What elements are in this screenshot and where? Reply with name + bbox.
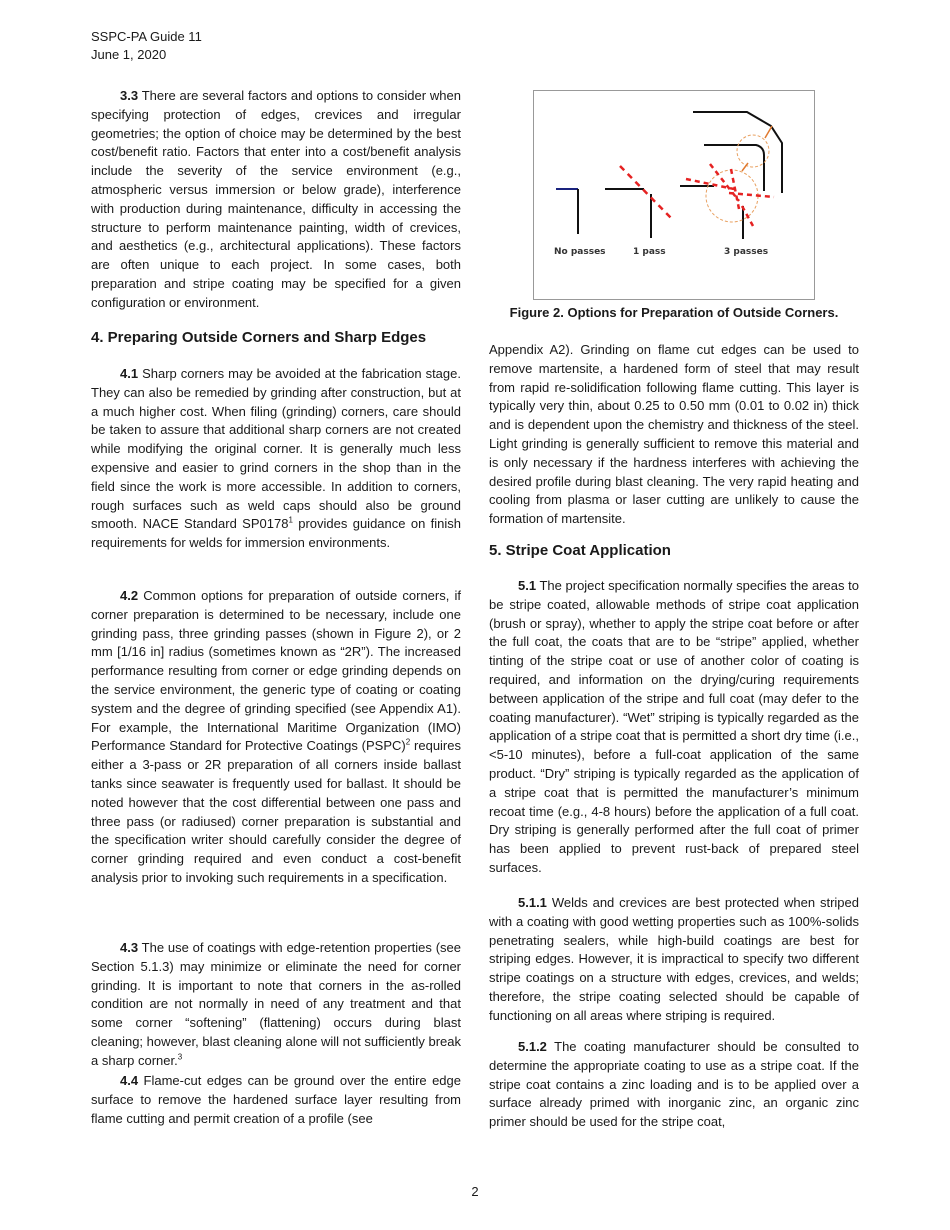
corner-preparation-diagram <box>534 91 814 299</box>
paragraph-text: The coating manufacturer should be consulted to determine the appropriate coating to use as a stripe coat. If the stripe coat contains a zinc loading and is to be applied over a surface already primed with inorganic zinc, an organic zinc primer should be used for the stripe coat, <box>489 1039 859 1130</box>
footnote-ref: 1 <box>288 516 293 526</box>
leader-lines <box>742 126 772 171</box>
label-1-pass: 1 pass <box>633 247 666 257</box>
one-pass-grind-line <box>620 166 672 219</box>
paragraph-text: Common options for preparation of outside corners, if corner preparation is determined to be necessary, include one grinding pass, three grinding passes (shown in Figure 2), or 2 mm [1/16 in] radius (sometimes known as “2R”). The increased performance resulting from corner or edge grinding depends on the service environment, the generic type of coating or coating system and the degree of grinding specified (see Appendix A1). For example, the International Maritime Organization (IMO) Performance Standard for Protective Coatings (PSPC) <box>91 588 461 754</box>
section-5-heading: 5. Stripe Coat Application <box>489 542 671 559</box>
paragraph-number: 5.1.2 <box>518 1039 547 1054</box>
paragraph-text: Appendix A2). Grinding on flame cut edges can be used to remove martensite, a hardened form of steel that may result from rapid re-solidification following flame cutting. This layer is typically very thin, about 0.25 to 0.50 mm (0.01 to 0.02 in) thick and is dependent upon the chemistry and thickness of the steel. Light grinding is generally sufficient to remove this material and is only necessary if the hardness interferes with achieving the desired profile during blast cleaning. The very rapid heating and cooling from plasma or laser cutting are unlikely to cause the formation of martensite. <box>489 342 859 527</box>
paragraph-text: The use of coatings with edge-retention properties (see Section 5.1.3) may minimize or eliminate the need for corner grinding. It is important to note that corners in the as-rolled condition are not normally in need of any treatment and that some corner “softening” (flattening) occurs during blast cleaning; however, blast cleaning alone will not sufficiently break a sharp corner. <box>91 940 461 1068</box>
label-3-passes: 3 passes <box>724 247 769 257</box>
paragraph-number: 4.2 <box>120 588 139 603</box>
one-pass-corner <box>605 189 651 238</box>
three-pass-grind-lines <box>686 164 774 226</box>
section-4-heading: 4. Preparing Outside Corners and Sharp Edges <box>91 329 427 346</box>
paragraph-p41 <box>91 365 461 553</box>
paragraph-text: Flame-cut edges can be ground over the entire edge surface to remove the hardened surface layer resulting from flame cutting and permit creation of a profile (see <box>91 1073 461 1126</box>
paragraph-p42 <box>91 587 461 888</box>
paragraph-number: 4.4 <box>120 1073 139 1088</box>
paragraph-p512 <box>489 1038 859 1132</box>
footnote-ref: 3 <box>177 1052 183 1062</box>
footnote-ref: 2 <box>405 738 411 748</box>
paragraph-pA2 <box>489 341 859 529</box>
paragraph-p51 <box>489 577 859 878</box>
paragraph-number: 5.1 <box>518 578 537 593</box>
paragraph-p43 <box>91 939 461 1071</box>
doc-id: SSPC-PA Guide 11 <box>91 29 202 44</box>
paragraph-text: requires either a 3-pass or 2R preparation of all corners inside ballast tanks since seawater is frequently used for ballast. It should be noted however that the cost differential between one pass and three pass (or radiused) corner preparation is substantial and the specification writer should carefully consider the degree of corner grinding required and even conduct a cost-benefit analysis prior to invoking such requirements in a specification. <box>91 738 461 885</box>
paragraph-number: 4.1 <box>120 366 139 381</box>
page-number: 2 <box>471 1184 479 1199</box>
paragraph-text: There are several factors and options to consider when specifying protection of edges, crevices and irregular geometries; the option of choice may be determined by the best cost/benefit ratio. Factors that enter into a cost/benefit analysis include the severity of the service environment (e.g., atmospheric versus immersion or below grade), interference with production during maintenance, difficulty in accessing the structure to perform maintenance painting, width of crevices, and aesthetics (e.g., architectural applications). These factors are often unique to each project. In some cases, both preparation and stripe coating may be specified for a given configuration or environment. <box>91 88 461 310</box>
paragraph-text: Welds and crevices are best protected when striped with a coating with good wetting properties such as 100%-solids penetrating sealers, while high-build coatings are best for striping edges. However, it is impractical to specify two different stripe coatings on a structure with edges, crevices, and welds; therefore, the stripe coating selected should be capable of functioning on all areas where striping is required. <box>489 895 859 1023</box>
paragraph-number: 5.1.1 <box>518 895 547 910</box>
paragraph-number: 3.3 <box>120 88 139 103</box>
paragraph-number: 4.3 <box>120 940 139 955</box>
paragraph-text: The project specification normally specifies the areas to be stripe coated, allowable methods of stripe coat application (brush or spray), whether to apply the stripe coat before or after the full coat, the coats that are to be “stripe” applied, whether tinting of the stripe coat or use of another color of coating is required, and information on the drying/curing requirements between application of the stripe and full coat (may defer to the coating manufacturer). “Wet” striping is typically regarded as the application of a stripe coat that is permitted a short dry time (i.e., <5-10 minutes), before a full-coat application of the same product. “Dry” striping is typically regarded as the application of a stripe coat that is permitted the manufacturer’s minimum recoat time (e.g., 4-8 hours) before the application of a full coat. Dry striping is generally performed after the full coat of primer has been applied to prevent rust-back of prepared steel surfaces. <box>489 578 859 875</box>
paragraph-text: Sharp corners may be avoided at the fabrication stage. They can also be remedied by grinding after construction, but at a much higher cost. When filing (grinding) corners, care should be taken to assure that additional sharp corners are not created while modifying the original corner. It is generally much less expensive and easier to grind corners in the shop than in the field since the work is more accessible. In addition to corners, rough surfaces such as weld caps should also be ground smooth. NACE Standard SP0178 <box>91 366 461 532</box>
paragraph-p511 <box>489 894 859 1026</box>
paragraph-p33 <box>91 87 461 313</box>
doc-date: June 1, 2020 <box>91 47 167 62</box>
label-no-passes: No passes <box>554 247 606 257</box>
paragraph-p44 <box>91 1072 461 1128</box>
paragraph-text: provides guidance on finish requirements for welds for immersion environments. <box>91 516 461 551</box>
figure-2 <box>533 90 815 300</box>
figure-caption: Figure 2. Options for Preparation of Outside Corners. <box>509 305 839 320</box>
